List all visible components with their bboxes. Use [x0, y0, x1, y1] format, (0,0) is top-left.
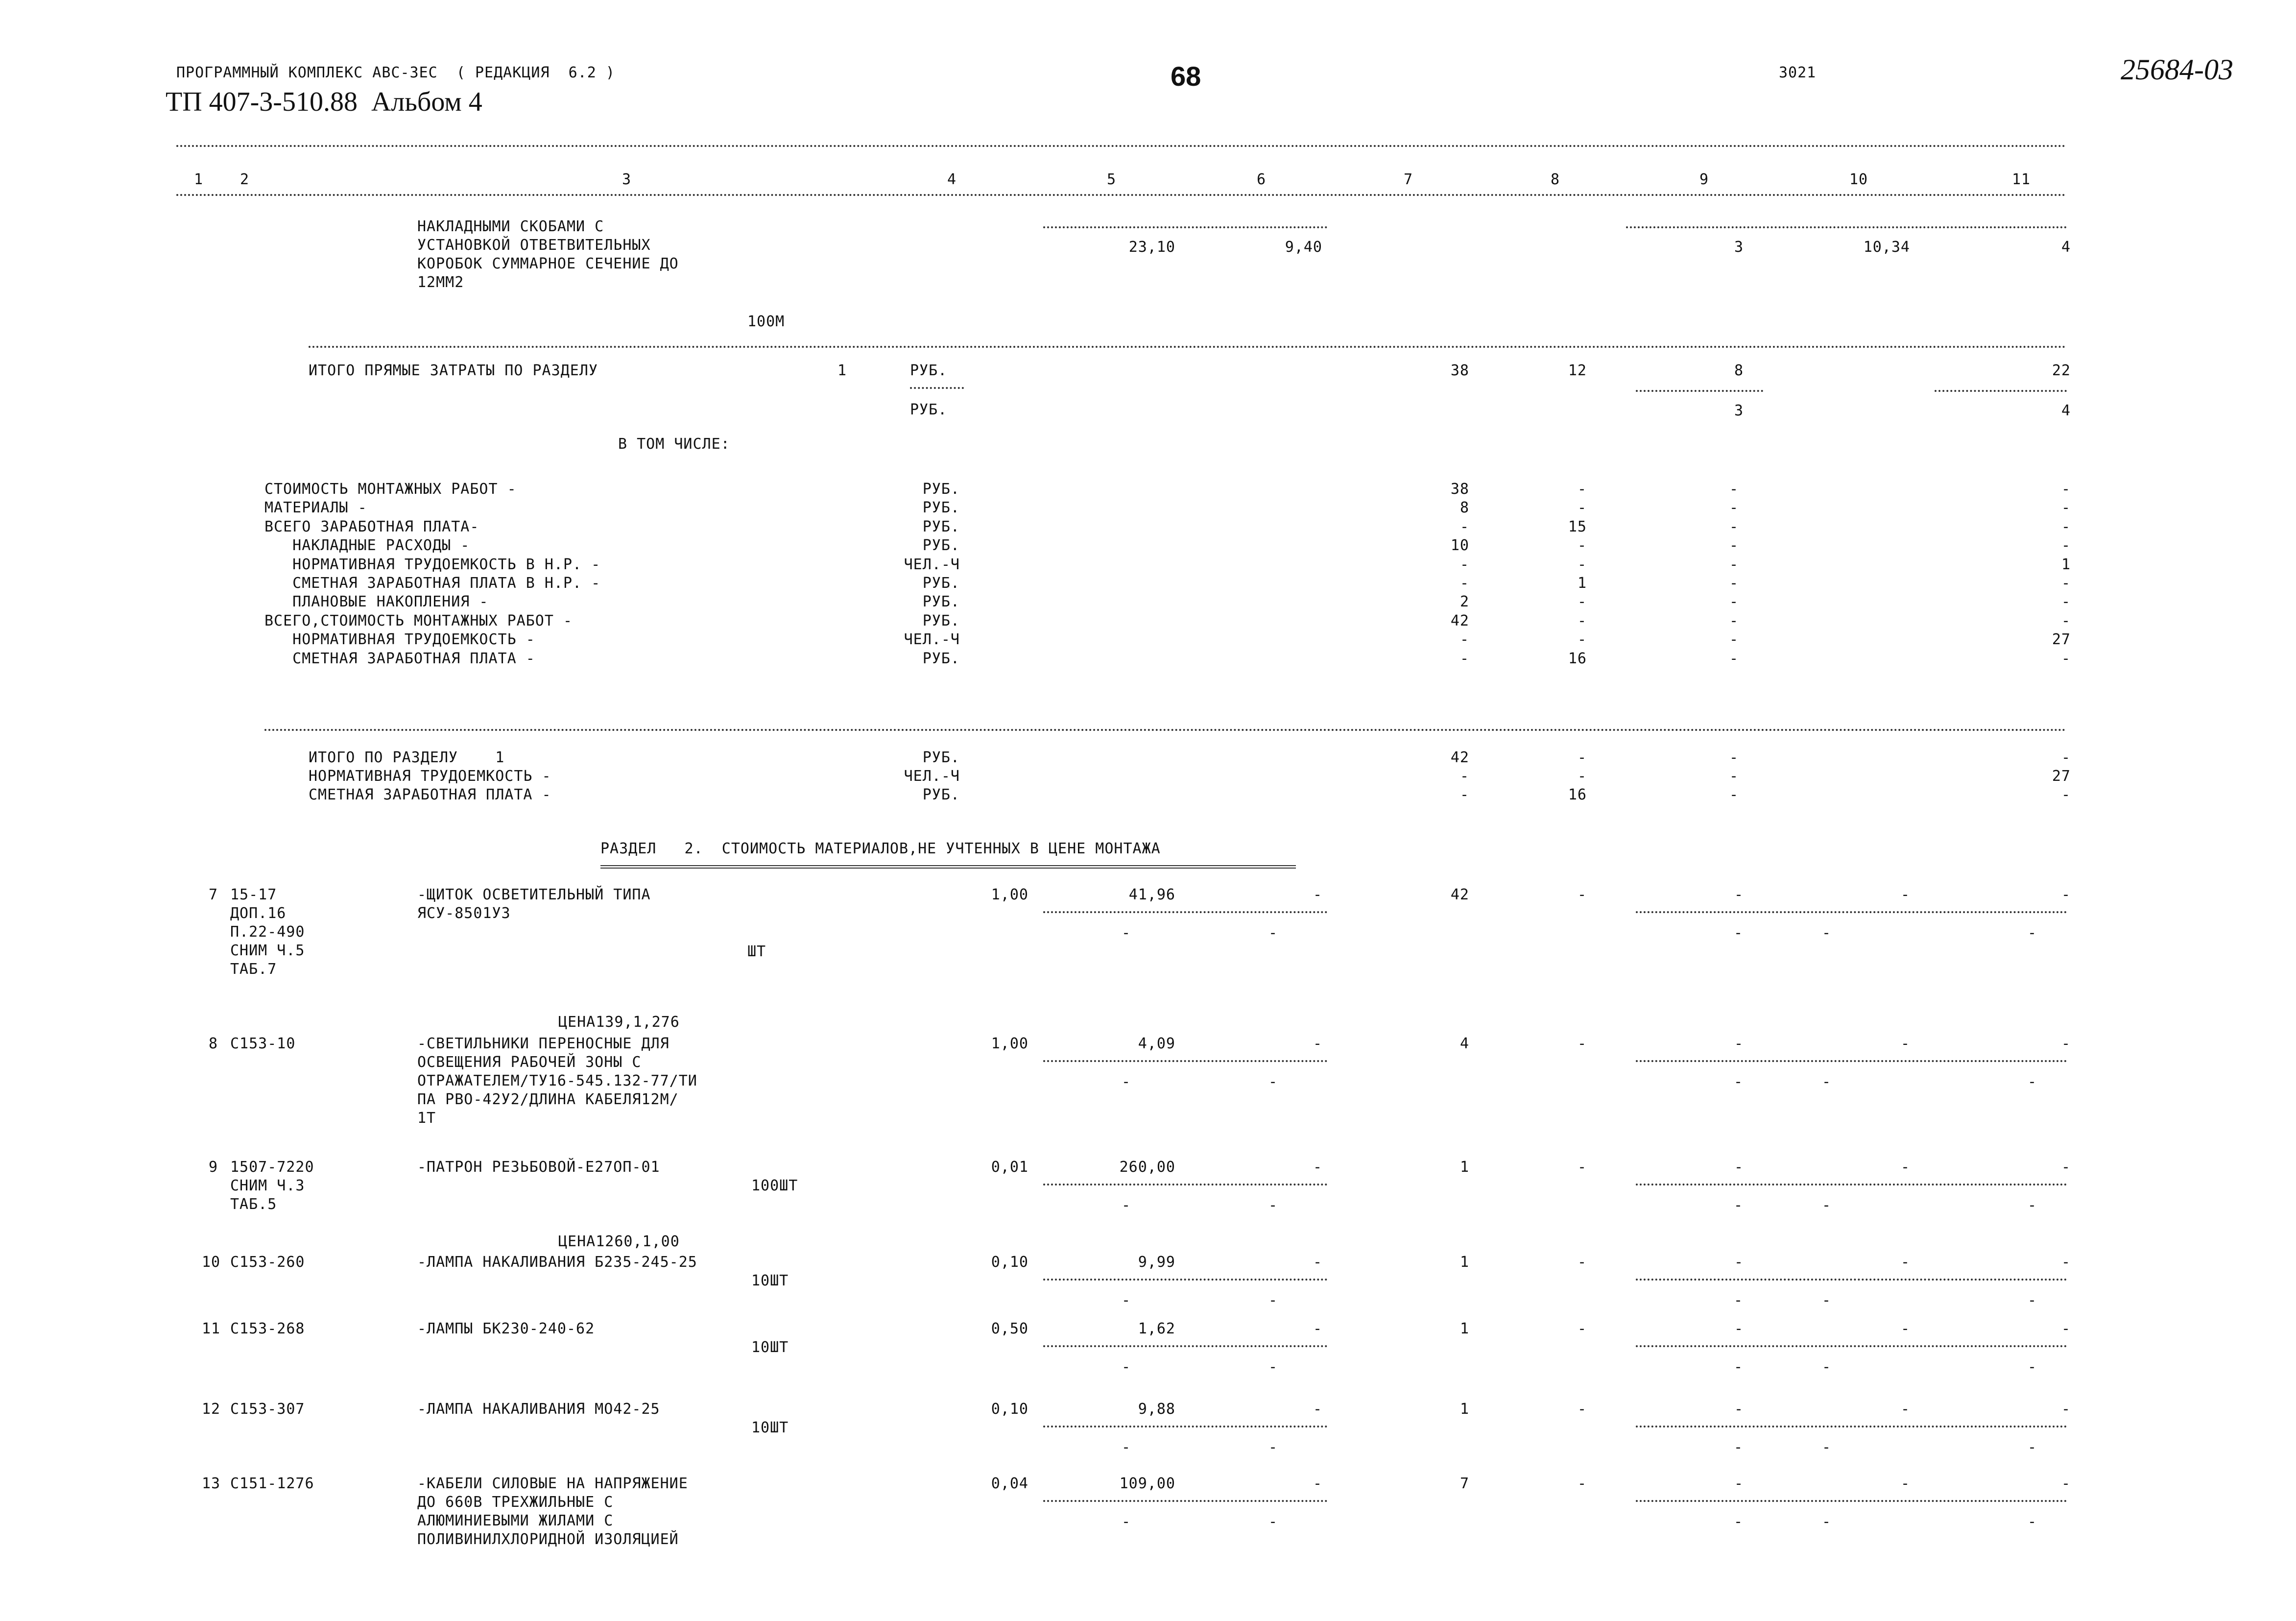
item-code-line: С153-10: [230, 1035, 296, 1052]
item-col11: -: [2061, 1320, 2071, 1337]
breakdown-col8: -: [1577, 537, 1587, 555]
rule-item-values-right: [1636, 1060, 2067, 1062]
item-col8: -: [1577, 1254, 1587, 1271]
section1-summary-col7: 42: [1450, 749, 1469, 766]
item-col5: 4,09: [1138, 1035, 1175, 1052]
item-col11: -: [2061, 886, 2071, 903]
item-col11: -: [2061, 1401, 2071, 1418]
item-col6-b: -: [1268, 1197, 1278, 1214]
item-col9-b: -: [1734, 1358, 1744, 1376]
item-col10-b: -: [1822, 1358, 1832, 1376]
breakdown-col7: 38: [1450, 481, 1469, 498]
total-section-no: 1: [837, 362, 847, 379]
section2-title: РАЗДЕЛ 2. СТОИМОСТЬ МАТЕРИАЛОВ,НЕ УЧТЕННЫХ В ЦЕНЕ МОНТАЖА: [600, 840, 1161, 857]
item-col9-b: -: [1734, 1197, 1744, 1214]
breakdown-label: МАТЕРИАЛЫ -: [264, 499, 367, 517]
section1-summary-col11: -: [2061, 749, 2071, 766]
breakdown-label: НОРМАТИВНАЯ ТРУДОЕМКОСТЬ В Н.Р. -: [264, 556, 601, 573]
section1-summary-col7: -: [1459, 768, 1469, 785]
item-price-note: ЦЕНА1260,1,00: [558, 1233, 680, 1250]
rule-item-values-right: [1636, 1500, 2067, 1502]
breakdown-col11: -: [2061, 499, 2071, 517]
total-col11: 22: [2052, 362, 2071, 379]
item-col6-b: -: [1268, 1513, 1278, 1530]
rule-item-values: [1043, 1279, 1327, 1281]
rule-section2-title: [600, 865, 1296, 869]
section1-summary-col9: -: [1729, 749, 1739, 766]
item-code-line: ТАБ.5: [230, 1196, 277, 1213]
section1-summary-unit: ЧЕЛ.-Ч: [904, 768, 960, 785]
item-col10-b: -: [1822, 1439, 1832, 1456]
item-col11-b: -: [2028, 1292, 2037, 1309]
breakdown-label: НАКЛАДНЫЕ РАСХОДЫ -: [264, 537, 470, 555]
item-name-line: -КАБЕЛИ СИЛОВЫЕ НА НАПРЯЖЕНИЕ: [417, 1475, 688, 1492]
item-unit: 10ШТ: [751, 1339, 789, 1356]
breakdown-col8: -: [1577, 481, 1587, 498]
total-col9: 8: [1734, 362, 1744, 379]
column-number: 1: [194, 171, 204, 188]
breakdown-col8: -: [1577, 631, 1587, 649]
breakdown-col11: -: [2061, 518, 2071, 535]
breakdown-col9: -: [1729, 556, 1739, 573]
item-col11-b: -: [2028, 1197, 2037, 1214]
item-col7: 1: [1459, 1401, 1469, 1418]
item-price-note: ЦЕНА139,1,276: [558, 1014, 680, 1031]
item-col8: -: [1577, 1159, 1587, 1176]
breakdown-unit: ЧЕЛ.-Ч: [904, 556, 960, 573]
section1-summary-unit: РУБ.: [922, 786, 960, 803]
breakdown-unit: РУБ.: [922, 612, 960, 629]
value-col6: 9,40: [1285, 239, 1322, 256]
breakdown-col9: -: [1729, 499, 1739, 517]
section1-summary-col9: -: [1729, 786, 1739, 803]
item-col9: -: [1734, 1254, 1744, 1271]
item-col8: -: [1577, 1035, 1587, 1052]
breakdown-col7: 2: [1459, 593, 1469, 611]
breakdown-col9: -: [1729, 481, 1739, 498]
item-unit: 100ШТ: [751, 1177, 798, 1194]
rule-item-values-right: [1636, 1184, 2067, 1186]
item-col9-b: -: [1734, 1439, 1744, 1456]
breakdown-col11: -: [2061, 593, 2071, 611]
rule-col11: [1935, 390, 2067, 392]
rule-item-values-right: [1636, 1345, 2067, 1347]
rule-item-values-right: [1636, 911, 2067, 913]
breakdown-col9: -: [1729, 593, 1739, 611]
breakdown-col9: -: [1729, 612, 1739, 629]
item-col7: 42: [1450, 886, 1469, 903]
column-number: 3: [622, 171, 632, 188]
item-col5-b: -: [1122, 1513, 1131, 1530]
item-col8: -: [1577, 886, 1587, 903]
item-col10-b: -: [1822, 1073, 1832, 1090]
item-col9: -: [1734, 1159, 1744, 1176]
section1-summary-col7: -: [1459, 786, 1469, 803]
item-name-line: АЛЮМИНИЕВЫМИ ЖИЛАМИ С: [417, 1512, 614, 1529]
total-col11-b: 4: [2061, 402, 2071, 419]
item-col6: -: [1313, 1254, 1322, 1271]
column-number: 2: [240, 171, 250, 188]
breakdown-unit: РУБ.: [922, 537, 960, 555]
section1-summary-label: СМЕТНАЯ ЗАРАБОТНАЯ ПЛАТА -: [309, 786, 551, 803]
section1-summary-col8: 16: [1568, 786, 1587, 803]
item-col10: -: [1900, 1320, 1910, 1337]
breakdown-unit: РУБ.: [922, 499, 960, 517]
section1-summary-unit: РУБ.: [922, 749, 960, 766]
breakdown-col9: -: [1729, 575, 1739, 592]
section1-summary-col8: -: [1577, 768, 1587, 785]
item-col8: -: [1577, 1320, 1587, 1337]
item-col11-b: -: [2028, 1513, 2037, 1530]
breakdown-label: СМЕТНАЯ ЗАРАБОТНАЯ ПЛАТА В Н.Р. -: [264, 575, 601, 592]
item-code-line: ТАБ.7: [230, 961, 277, 978]
item-col11: -: [2061, 1159, 2071, 1176]
project-subtitle: ТП 407-3-510.88 Альбом 4: [166, 87, 482, 117]
item-col7: 1: [1459, 1159, 1469, 1176]
item-name-line: ПА РВО-42У2/ДЛИНА КАБЕЛЯ12М/: [417, 1091, 679, 1108]
item-number: 10: [202, 1254, 221, 1271]
rule-item-values: [1043, 911, 1327, 913]
value-col10: 10,34: [1863, 239, 1910, 256]
column-number: 6: [1257, 171, 1267, 188]
column-number: 4: [947, 171, 957, 188]
item-col9: -: [1734, 1401, 1744, 1418]
total-unit-2: РУБ.: [910, 401, 948, 418]
breakdown-unit: РУБ.: [922, 481, 960, 498]
total-col9-b: 3: [1734, 402, 1744, 419]
item-col10: -: [1900, 1401, 1910, 1418]
total-label: ИТОГО ПРЯМЫЕ ЗАТРАТЫ ПО РАЗДЕЛУ: [309, 362, 598, 379]
breakdown-col11: -: [2061, 537, 2071, 555]
item-name-line: ДО 660В ТРЕХЖИЛЬНЫЕ С: [417, 1494, 614, 1511]
breakdown-col8: 1: [1577, 575, 1587, 592]
column-number: 8: [1551, 171, 1560, 188]
item-code-line: 1507-7220: [230, 1159, 314, 1176]
item-code-line: С153-260: [230, 1254, 305, 1271]
item-code-line: С151-1276: [230, 1475, 314, 1492]
item-col7: 1: [1459, 1320, 1469, 1337]
breakdown-col9: -: [1729, 537, 1739, 555]
breakdown-col7: -: [1459, 556, 1469, 573]
breakdown-col11: -: [2061, 650, 2071, 667]
item-col11-b: -: [2028, 1439, 2037, 1456]
item-name-line: -ЛАМПЫ БК230-240-62: [417, 1320, 595, 1337]
value-col11: 4: [2061, 239, 2071, 256]
rule-item-values: [1043, 1345, 1327, 1347]
item-name-line: 12ММ2: [417, 274, 464, 291]
sheet-code: 3021: [1779, 64, 1817, 81]
item-name-line: ЯСУ-8501УЗ: [417, 905, 511, 922]
item-col5-b: -: [1122, 1197, 1131, 1214]
item-col11: -: [2061, 1035, 2071, 1052]
breakdown-col7: -: [1459, 575, 1469, 592]
item-name-line: -ЛАМПА НАКАЛИВАНИЯ МО42-25: [417, 1401, 660, 1418]
item-unit: ШТ: [747, 943, 766, 960]
item-col6: -: [1313, 1159, 1322, 1176]
section1-summary-label: НОРМАТИВНАЯ ТРУДОЕМКОСТЬ -: [309, 768, 551, 785]
item-code-line: С153-268: [230, 1320, 305, 1337]
item-col7: 7: [1459, 1475, 1469, 1492]
item-col5: 41,96: [1128, 886, 1175, 903]
item-name-line: ОТРАЖАТЕЛЕМ/ТУ16-545.132-77/ТИ: [417, 1072, 697, 1089]
item-name-line: ОСВЕЩЕНИЯ РАБОЧЕЙ ЗОНЫ С: [417, 1054, 642, 1071]
item-number: 11: [202, 1320, 221, 1337]
item-col11: -: [2061, 1475, 2071, 1492]
item-col8: -: [1577, 1475, 1587, 1492]
item-col7: 4: [1459, 1035, 1469, 1052]
value-col5: 23,10: [1128, 239, 1175, 256]
item-number: 9: [209, 1159, 218, 1176]
rule-unit: [910, 387, 964, 389]
total-col8: 12: [1568, 362, 1587, 379]
item-col9: -: [1734, 1320, 1744, 1337]
item-name-line: УСТАНОВКОЙ ОТВЕТВИТЕЛЬНЫХ: [417, 237, 651, 254]
item-code-line: ДОП.16: [230, 905, 287, 922]
item-col6: -: [1313, 1401, 1322, 1418]
item-col9-b: -: [1734, 1073, 1744, 1090]
rule-item-top: [1043, 226, 1327, 228]
item-name-line: ПОЛИВИНИЛХЛОРИДНОЙ ИЗОЛЯЦИЕЙ: [417, 1531, 679, 1548]
rule-item-values: [1043, 1060, 1327, 1062]
item-col11: -: [2061, 1254, 2071, 1271]
item-number: 13: [202, 1475, 221, 1492]
rule-item-values: [1043, 1184, 1327, 1186]
item-name-line: -ЛАМПА НАКАЛИВАНИЯ Б235-245-25: [417, 1254, 697, 1271]
breakdown-col11: 27: [2052, 631, 2071, 649]
rule-under-colnums: [176, 194, 2067, 196]
breakdown-col7: -: [1459, 631, 1469, 649]
item-name-line: -ЩИТОК ОСВЕТИТЕЛЬНЫЙ ТИПА: [417, 886, 651, 903]
item-code-line: 15-17: [230, 886, 277, 903]
rule-section1-total: [309, 346, 2067, 348]
item-col9: -: [1734, 1475, 1744, 1492]
item-quantity: 0,04: [991, 1475, 1028, 1492]
item-col9-b: -: [1734, 1513, 1744, 1530]
item-col5-b: -: [1122, 1358, 1131, 1376]
item-col5: 260,00: [1119, 1159, 1175, 1176]
breakdown-col8: -: [1577, 499, 1587, 517]
item-col9-b: -: [1734, 1292, 1744, 1309]
item-col5-b: -: [1122, 1439, 1131, 1456]
item-col6-b: -: [1268, 1073, 1278, 1090]
item-col9: -: [1734, 1035, 1744, 1052]
breakdown-col7: -: [1459, 518, 1469, 535]
breakdown-col11: -: [2061, 481, 2071, 498]
item-col5: 9,99: [1138, 1254, 1175, 1271]
breakdown-unit: РУБ.: [922, 518, 960, 535]
breakdown-col7: 10: [1450, 537, 1469, 555]
item-unit: 100М: [747, 313, 785, 330]
item-col6-b: -: [1268, 1292, 1278, 1309]
item-quantity: 0,50: [991, 1320, 1028, 1337]
breakdown-col8: 16: [1568, 650, 1587, 667]
rule-top: [176, 145, 2067, 147]
item-quantity: 1,00: [991, 886, 1028, 903]
item-quantity: 1,00: [991, 1035, 1028, 1052]
item-number: 7: [209, 886, 218, 903]
breakdown-col9: -: [1729, 631, 1739, 649]
item-col6: -: [1313, 1475, 1322, 1492]
breakdown-col7: 8: [1459, 499, 1469, 517]
item-col5: 109,00: [1119, 1475, 1175, 1492]
item-quantity: 0,01: [991, 1159, 1028, 1176]
breakdown-label: ПЛАНОВЫЕ НАКОПЛЕНИЯ -: [264, 593, 489, 611]
breakdown-label: СТОИМОСТЬ МОНТАЖНЫХ РАБОТ -: [264, 481, 517, 498]
page-number: 68: [1171, 61, 1201, 92]
item-col11-b: -: [2028, 1358, 2037, 1376]
item-col9-b: -: [1734, 924, 1744, 942]
handwritten-doc-number: 25684-03: [2121, 53, 2233, 86]
including-heading: В ТОМ ЧИСЛЕ:: [618, 435, 730, 453]
item-col6-b: -: [1268, 924, 1278, 942]
item-col10: -: [1900, 1035, 1910, 1052]
rule-item-values-right: [1636, 1426, 2067, 1427]
item-col6-b: -: [1268, 1358, 1278, 1376]
breakdown-col9: -: [1729, 518, 1739, 535]
breakdown-col8: -: [1577, 556, 1587, 573]
item-unit: 10ШТ: [751, 1272, 789, 1289]
item-col5-b: -: [1122, 924, 1131, 942]
item-name-line: -ПАТРОН РЕЗЬБОВОЙ-Е27ОП-01: [417, 1159, 660, 1176]
program-header: ПРОГРАММНЫЙ КОМПЛЕКС АВС-3ЕС ( РЕДАКЦИЯ 6.2 ): [176, 64, 615, 81]
section1-summary-col11: 27: [2052, 768, 2071, 785]
item-code-line: СНИМ Ч.5: [230, 942, 305, 959]
item-col6: -: [1313, 1320, 1322, 1337]
rule-item-values-right: [1636, 1279, 2067, 1281]
rule-item-top-right: [1626, 226, 2067, 228]
item-name-line: КОРОБОК СУММАРНОЕ СЕЧЕНИЕ ДО: [417, 255, 679, 272]
breakdown-col8: -: [1577, 593, 1587, 611]
breakdown-col11: 1: [2061, 556, 2071, 573]
item-col6-b: -: [1268, 1439, 1278, 1456]
item-col5-b: -: [1122, 1292, 1131, 1309]
breakdown-col9: -: [1729, 650, 1739, 667]
item-col8: -: [1577, 1401, 1587, 1418]
item-unit: 10ШТ: [751, 1419, 789, 1436]
total-unit: РУБ.: [910, 362, 948, 379]
column-number: 9: [1699, 171, 1709, 188]
rule-item-values: [1043, 1426, 1327, 1427]
item-col10: -: [1900, 886, 1910, 903]
item-col5-b: -: [1122, 1073, 1131, 1090]
total-col7: 38: [1450, 362, 1469, 379]
item-col10-b: -: [1822, 1197, 1832, 1214]
breakdown-col11: -: [2061, 575, 2071, 592]
rule-col9: [1636, 390, 1763, 392]
item-code-line: СНИМ Ч.3: [230, 1177, 305, 1194]
item-col5: 1,62: [1138, 1320, 1175, 1337]
item-col11-b: -: [2028, 924, 2037, 942]
item-quantity: 0,10: [991, 1254, 1028, 1271]
breakdown-col7: 42: [1450, 612, 1469, 629]
item-col10-b: -: [1822, 924, 1832, 942]
item-col10: -: [1900, 1254, 1910, 1271]
breakdown-unit: РУБ.: [922, 593, 960, 611]
item-col10-b: -: [1822, 1292, 1832, 1309]
section1-summary-label: ИТОГО ПО РАЗДЕЛУ 1: [309, 749, 505, 766]
column-number: 7: [1404, 171, 1413, 188]
column-number: 11: [2012, 171, 2031, 188]
item-number: 8: [209, 1035, 218, 1052]
item-col6: -: [1313, 1035, 1322, 1052]
breakdown-col7: -: [1459, 650, 1469, 667]
rule-item-values: [1043, 1500, 1327, 1502]
item-quantity: 0,10: [991, 1401, 1028, 1418]
rule-section1-summary: [264, 729, 2067, 731]
item-col11-b: -: [2028, 1073, 2037, 1090]
item-col9: -: [1734, 886, 1744, 903]
breakdown-col8: -: [1577, 612, 1587, 629]
item-code-line: П.22-490: [230, 923, 305, 941]
breakdown-unit: ЧЕЛ.-Ч: [904, 631, 960, 649]
section1-summary-col11: -: [2061, 786, 2071, 803]
item-col6: -: [1313, 886, 1322, 903]
item-col10: -: [1900, 1159, 1910, 1176]
column-number: 10: [1849, 171, 1868, 188]
value-col9: 3: [1734, 239, 1744, 256]
section1-summary-col8: -: [1577, 749, 1587, 766]
breakdown-label: ВСЕГО,СТОИМОСТЬ МОНТАЖНЫХ РАБОТ -: [264, 612, 573, 629]
breakdown-unit: РУБ.: [922, 575, 960, 592]
item-name-line: НАКЛАДНЫМИ СКОБАМИ С: [417, 218, 604, 235]
section1-summary-col9: -: [1729, 768, 1739, 785]
item-col7: 1: [1459, 1254, 1469, 1271]
item-col10-b: -: [1822, 1513, 1832, 1530]
breakdown-col11: -: [2061, 612, 2071, 629]
item-col10: -: [1900, 1475, 1910, 1492]
item-col5: 9,88: [1138, 1401, 1175, 1418]
breakdown-label: ВСЕГО ЗАРАБОТНАЯ ПЛАТА-: [264, 518, 479, 535]
item-name-line: -СВЕТИЛЬНИКИ ПЕРЕНОСНЫЕ ДЛЯ: [417, 1035, 670, 1052]
breakdown-label: СМЕТНАЯ ЗАРАБОТНАЯ ПЛАТА -: [264, 650, 535, 667]
item-number: 12: [202, 1401, 221, 1418]
breakdown-unit: РУБ.: [922, 650, 960, 667]
breakdown-label: НОРМАТИВНАЯ ТРУДОЕМКОСТЬ -: [264, 631, 535, 649]
column-number: 5: [1107, 171, 1117, 188]
item-name-line: 1Т: [417, 1110, 436, 1127]
item-code-line: С153-307: [230, 1401, 305, 1418]
breakdown-col8: 15: [1568, 518, 1587, 535]
